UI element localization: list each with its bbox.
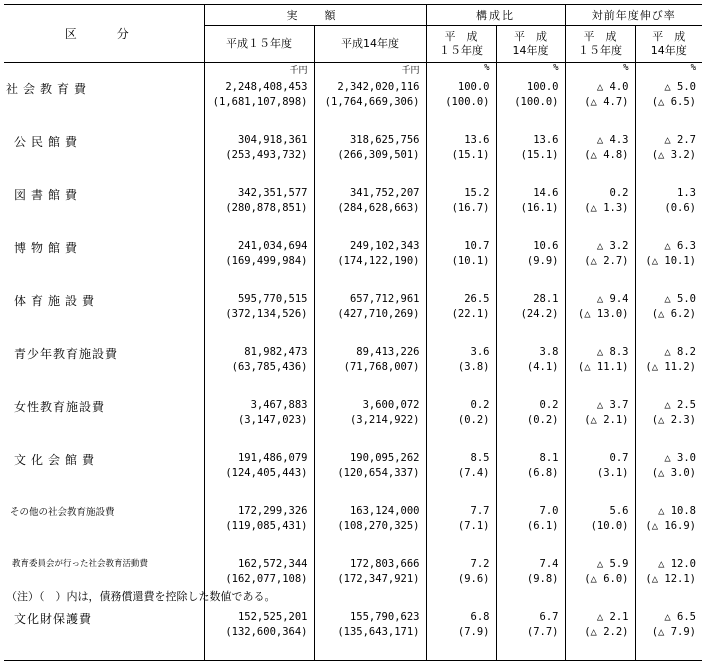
value-h14-cell [314,607,426,661]
header-category: 区 分 [4,5,204,63]
value-h15-excl-debt: (63,785,436) [231,361,308,373]
growth-h15: △ 3.2 [596,240,629,252]
growth-h15: △ 8.3 [596,346,629,358]
unit-pct: % [496,63,565,78]
value-h14: 190,095,262 [349,452,420,464]
value-h14: 341,752,207 [349,187,420,199]
value-h14-cell [314,342,426,395]
row-label: 図書館費 [4,183,204,236]
growth-h14-cell [635,77,702,130]
row-label: 文化会館費 [4,448,204,501]
ratio-h15: 8.5 [470,452,490,464]
growth-h14-excl-debt: (△ 6.5) [651,96,696,108]
growth-h14: △ 6.5 [664,611,696,623]
ratio-h15-cell [426,554,496,607]
value-h14-cell [314,448,426,501]
header-ratio-h15: 平 成 １５年度 [426,26,496,63]
unit-pct: % [690,63,696,73]
value-h15: 3,467,883 [250,399,308,411]
ratio-h15-excl-debt: (9.6) [457,573,490,585]
header-h14: 平成14年度 [314,26,426,63]
growth-h15: 0.7 [609,452,629,464]
growth-h14: △ 2.7 [664,134,696,146]
growth-h14-cell [635,236,702,289]
ratio-h14-excl-debt: (7.7) [526,626,559,638]
growth-h14-excl-debt: (△ 3.2) [651,149,696,161]
value-h15-cell [204,342,314,395]
growth-h14: △ 2.5 [664,399,696,411]
growth-h14-cell [635,130,702,183]
growth-h14-cell [635,501,702,554]
ratio-h14: 7.4 [539,558,559,570]
ratio-h14-cell [496,289,565,342]
value-h15-excl-debt: (253,493,732) [225,149,308,161]
ratio-h14: 14.6 [533,187,559,199]
ratio-h14: 8.1 [539,452,559,464]
value-h14-cell [314,395,426,448]
ratio-h15-cell [426,130,496,183]
growth-h15-cell [565,554,635,607]
value-h15-excl-debt: (280,878,851) [225,202,308,214]
row-label: その他の社会教育施設費 [4,501,204,554]
value-h14: 2,342,020,116 [337,81,420,93]
ratio-h15-cell [426,607,496,661]
ratio-h14: 28.1 [533,293,559,305]
growth-h14-excl-debt: (△ 16.9) [645,520,696,532]
ratio-h14-cell [496,236,565,289]
table-row [4,501,702,554]
ratio-h14: 6.7 [539,611,559,623]
growth-h15-excl-debt: (△ 4.8) [584,149,629,161]
value-h15-excl-debt: (162,077,108) [225,573,308,585]
value-h15-cell [204,289,314,342]
ratio-h15-cell [426,501,496,554]
row-label: 社会教育費 [4,77,204,130]
ratio-h15: 13.6 [464,134,490,146]
growth-h15-excl-debt: (△ 1.3) [584,202,629,214]
value-h14: 318,625,756 [349,134,420,146]
value-h15-excl-debt: (119,085,431) [225,520,308,532]
growth-h15-excl-debt: (△ 2.2) [584,626,629,638]
ratio-h15-excl-debt: (16.7) [451,202,490,214]
growth-h14-cell [635,342,702,395]
value-h14: 172,803,666 [349,558,420,570]
growth-h14: △ 10.8 [658,505,696,517]
growth-h14-excl-debt: (△ 7.9) [651,626,696,638]
row-label: 女性教育施設費 [4,395,204,448]
value-h15-cell [204,183,314,236]
growth-h15: 5.6 [609,505,629,517]
growth-h15-excl-debt: (△ 13.0) [577,308,629,320]
unit-pct: % [565,63,635,78]
ratio-h14-cell [496,607,565,661]
row-label: 公民館費 [4,130,204,183]
value-h15-cell [204,448,314,501]
ratio-h14-cell [496,501,565,554]
growth-h15-cell [565,501,635,554]
ratio-h14-excl-debt: (6.8) [526,467,559,479]
value-h15: 81,982,473 [244,346,308,358]
row-label: 体育施設費 [4,289,204,342]
growth-h15: △ 9.4 [596,293,629,305]
value-h15-excl-debt: (169,499,984) [225,255,308,267]
value-h14-cell [314,289,426,342]
unit-row [4,63,702,78]
growth-h15: △ 3.7 [596,399,629,411]
row-label: 博物館費 [4,236,204,289]
ratio-h14-excl-debt: (24.2) [520,308,559,320]
growth-h15-excl-debt: (△ 6.0) [584,573,629,585]
ratio-h14-cell [496,77,565,130]
growth-h14-excl-debt: (△ 6.2) [651,308,696,320]
value-h15-cell [204,77,314,130]
value-h14-excl-debt: (71,768,007) [343,361,420,373]
value-h15-excl-debt: (124,405,443) [225,467,308,479]
ratio-h15: 26.5 [464,293,490,305]
value-h14: 89,413,226 [356,346,420,358]
ratio-h15: 3.6 [470,346,490,358]
ratio-h15-cell [426,183,496,236]
growth-h14-excl-debt: (△ 10.1) [645,255,696,267]
ratio-h14-cell [496,183,565,236]
growth-h14: △ 8.2 [664,346,696,358]
table-row [4,607,702,661]
value-h14: 155,790,623 [349,611,420,623]
value-h14-excl-debt: (3,214,922) [349,414,420,426]
value-h14-cell [314,554,426,607]
unit-yen: 千円 [314,63,426,78]
value-h15: 241,034,694 [237,240,308,252]
growth-h14-cell [635,289,702,342]
footnote: （注）（ ）内は，債務償還費を控除した数値である。 [6,590,276,603]
ratio-h14-excl-debt: (9.9) [526,255,559,267]
ratio-h15-cell [426,342,496,395]
ratio-h14-cell [496,395,565,448]
growth-h14-excl-debt: (0.6) [664,202,696,214]
growth-h15-cell [565,448,635,501]
growth-h15-cell [565,236,635,289]
growth-h15: △ 2.1 [596,611,629,623]
growth-h14: △ 6.3 [664,240,696,252]
growth-h15-excl-debt: (△ 11.1) [577,361,629,373]
table-row [4,342,702,395]
ratio-h14-excl-debt: (100.0) [514,96,559,108]
ratio-h14-excl-debt: (6.1) [526,520,559,532]
table-row [4,183,702,236]
value-h15: 152,525,201 [237,611,308,623]
table-row [4,130,702,183]
growth-h14-excl-debt: (△ 11.2) [645,361,696,373]
row-label: 教育委員会が行った社会教育活動費 [4,554,204,607]
value-h14-excl-debt: (1,764,669,306) [324,96,420,108]
growth-h15-cell [565,342,635,395]
growth-h14: △ 12.0 [658,558,696,570]
value-h14-excl-debt: (135,643,171) [337,626,420,638]
value-h14-excl-debt: (108,270,325) [337,520,420,532]
value-h14: 657,712,961 [349,293,420,305]
growth-h15: △ 4.3 [596,134,629,146]
ratio-h15-excl-debt: (10.1) [451,255,490,267]
value-h14-excl-debt: (427,710,269) [337,308,420,320]
growth-h15-cell [565,183,635,236]
ratio-h15-excl-debt: (3.8) [457,361,490,373]
growth-h14: △ 3.0 [664,452,696,464]
ratio-h14-excl-debt: (15.1) [520,149,559,161]
ratio-h14: 0.2 [539,399,559,411]
ratio-h14: 13.6 [533,134,559,146]
value-h15: 191,486,079 [237,452,308,464]
ratio-h14-excl-debt: (0.2) [526,414,559,426]
header-growth: 対前年度伸び率 [565,5,702,26]
ratio-h14: 7.0 [539,505,559,517]
growth-h15: △ 5.9 [596,558,629,570]
row-label: 文化財保護費 [4,607,204,661]
value-h15-cell [204,501,314,554]
value-h15-excl-debt: (372,134,526) [225,308,308,320]
value-h14-cell [314,183,426,236]
table-row [4,77,702,130]
growth-h14-cell [635,448,702,501]
header-ratio-h14: 平 成 14年度 [496,26,565,63]
table-row [4,448,702,501]
value-h14-cell [314,501,426,554]
growth-h15-excl-debt: (△ 2.7) [584,255,629,267]
table-row [4,395,702,448]
ratio-h15-excl-debt: (22.1) [451,308,490,320]
value-h14-cell [314,130,426,183]
table-row [4,236,702,289]
growth-h15-excl-debt: (△ 4.7) [584,96,629,108]
value-h15-excl-debt: (132,600,364) [225,626,308,638]
value-h15-excl-debt: (3,147,023) [237,414,308,426]
value-h15-cell [204,607,314,661]
value-h14-excl-debt: (284,628,663) [337,202,420,214]
ratio-h15: 0.2 [470,399,490,411]
growth-h15-excl-debt: (10.0) [590,520,629,532]
growth-h15-cell [565,607,635,661]
growth-h14: △ 5.0 [664,293,696,305]
unit-yen: 千円 [204,63,314,78]
value-h15: 2,248,408,453 [225,81,308,93]
value-h14-excl-debt: (120,654,337) [337,467,420,479]
value-h14-excl-debt: (172,347,921) [337,573,420,585]
value-h14: 249,102,343 [349,240,420,252]
growth-h15-cell [565,289,635,342]
value-h15: 162,572,344 [237,558,308,570]
growth-h14-cell [635,554,702,607]
ratio-h15-excl-debt: (7.1) [457,520,490,532]
growth-h14-cell [635,183,702,236]
header-growth-h14: 平 成 14年度 [635,26,702,63]
growth-h14-excl-debt: (△ 12.1) [645,573,696,585]
ratio-h14-cell [496,448,565,501]
header-h15: 平成１５年度 [204,26,314,63]
growth-h15: △ 4.0 [596,81,629,93]
ratio-h15-cell [426,395,496,448]
header-growth-h15: 平 成 １５年度 [565,26,635,63]
ratio-h14: 3.8 [539,346,559,358]
value-h15-cell [204,130,314,183]
ratio-h15-excl-debt: (7.9) [457,626,490,638]
ratio-h14-cell [496,342,565,395]
ratio-h15: 15.2 [464,187,490,199]
expenditure-table [4,4,702,661]
value-h15: 304,918,361 [237,134,308,146]
growth-h15-cell [565,395,635,448]
value-h15-cell [204,395,314,448]
header-ratio: 構成比 [426,5,565,26]
value-h14: 163,124,000 [349,505,420,517]
value-h14: 3,600,072 [362,399,420,411]
ratio-h15: 6.8 [470,611,490,623]
ratio-h14: 100.0 [526,81,559,93]
ratio-h14: 10.6 [533,240,559,252]
ratio-h15: 7.2 [470,558,490,570]
row-label: 青少年教育施設費 [4,342,204,395]
value-h14-excl-debt: (266,309,501) [337,149,420,161]
value-h15: 342,351,577 [237,187,308,199]
growth-h14-cell [635,395,702,448]
ratio-h15-excl-debt: (0.2) [457,414,490,426]
ratio-h14-excl-debt: (4.1) [526,361,559,373]
value-h15-cell [204,236,314,289]
growth-h14: 1.3 [677,187,696,199]
growth-h15-cell [565,77,635,130]
ratio-h14-cell [496,130,565,183]
value-h15-excl-debt: (1,681,107,898) [212,96,308,108]
value-h14-excl-debt: (174,122,190) [337,255,420,267]
growth-h15-cell [565,130,635,183]
header-actual: 実 額 [204,5,426,26]
ratio-h15: 10.7 [464,240,490,252]
growth-h15-excl-debt: (3.1) [596,467,629,479]
growth-h14: △ 5.0 [664,81,696,93]
growth-h14-excl-debt: (△ 3.0) [651,467,696,479]
ratio-h15-cell [426,289,496,342]
ratio-h15: 7.7 [470,505,490,517]
ratio-h14-excl-debt: (16.1) [520,202,559,214]
value-h15: 172,299,326 [237,505,308,517]
unit-pct: % [426,63,496,78]
ratio-h15-excl-debt: (15.1) [451,149,490,161]
value-h14-cell [314,236,426,289]
ratio-h15-cell [426,236,496,289]
growth-h14-excl-debt: (△ 2.3) [651,414,696,426]
ratio-h14-excl-debt: (9.8) [526,573,559,585]
growth-h15-excl-debt: (△ 2.1) [584,414,629,426]
ratio-h15: 100.0 [457,81,490,93]
growth-h14-cell [635,607,702,661]
ratio-h15-excl-debt: (100.0) [445,96,490,108]
ratio-h14-cell [496,554,565,607]
table-row [4,289,702,342]
growth-h15: 0.2 [609,187,629,199]
ratio-h15-cell [426,448,496,501]
value-h14-cell [314,77,426,130]
value-h15: 595,770,515 [237,293,308,305]
ratio-h15-excl-debt: (7.4) [457,467,490,479]
ratio-h15-cell [426,77,496,130]
